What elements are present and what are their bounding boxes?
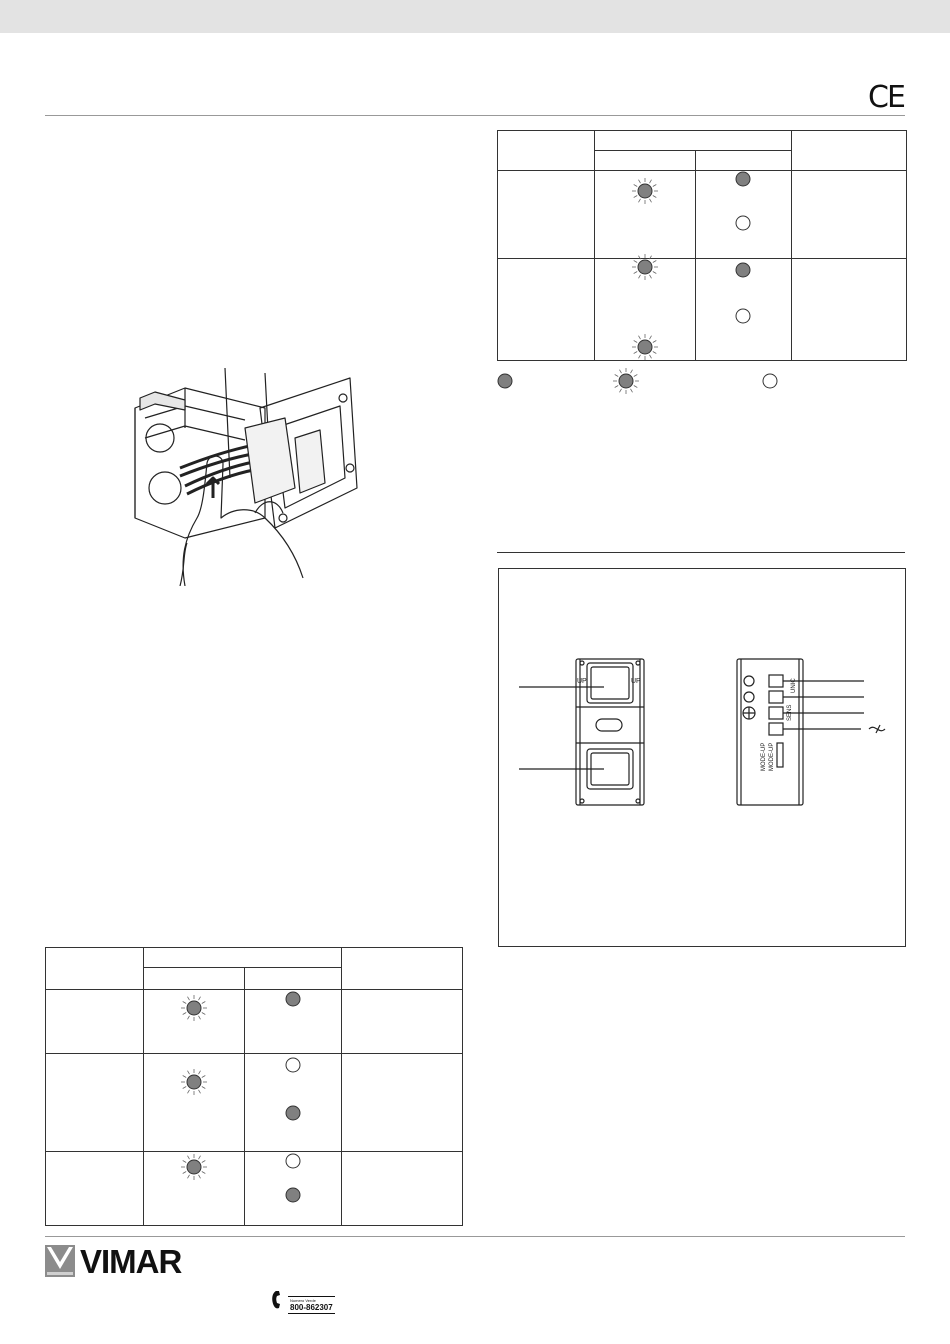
led-indicator	[730, 303, 756, 329]
header-cell	[498, 131, 595, 171]
subheader-cell	[144, 968, 245, 990]
led-indicator	[730, 210, 756, 236]
led-indicator	[181, 995, 207, 1021]
led-indicator	[632, 334, 658, 360]
legend-led-off	[757, 368, 783, 394]
phone-label: Numero Verde	[290, 1298, 316, 1303]
legend-led-on	[492, 368, 518, 394]
led-indicator	[730, 257, 756, 283]
back-label-mode-up-2: MODE-UP	[769, 742, 775, 771]
led-indicator	[280, 1052, 306, 1078]
table-cell	[342, 990, 463, 1054]
vimar-logo-icon	[45, 1245, 75, 1277]
led-cell	[594, 259, 695, 361]
led-indicator	[632, 254, 658, 280]
top-bar	[0, 0, 950, 33]
header-cell	[792, 131, 907, 171]
back-label-mode-up-1: MODE-UP	[761, 742, 767, 771]
phone-number	[288, 1296, 335, 1314]
legend-led-blink	[613, 368, 639, 394]
led-cell	[245, 990, 342, 1054]
brand-name: VIMAR	[80, 1243, 182, 1280]
led-cell	[695, 259, 792, 361]
led-indicator	[730, 166, 756, 192]
led-cell	[594, 171, 695, 259]
led-cell	[144, 1152, 245, 1226]
wiring-diagram-box	[498, 568, 906, 947]
led-indicator	[280, 1148, 306, 1174]
led-indicator	[181, 1069, 207, 1095]
back-label-unic: UNIC	[791, 678, 797, 693]
header-cell	[594, 131, 792, 151]
table-cell	[792, 259, 907, 361]
table-cell	[46, 990, 144, 1054]
phone-icon	[270, 1290, 286, 1310]
led-indicator	[181, 1154, 207, 1180]
header-cell	[342, 948, 463, 990]
table-cell	[342, 1054, 463, 1152]
ce-mark: CE	[868, 80, 904, 115]
led-indicator	[280, 1182, 306, 1208]
header-rule	[45, 115, 905, 116]
table-cell	[46, 1152, 144, 1226]
led-cell	[245, 1054, 342, 1152]
module-front-view	[519, 653, 649, 809]
led-cell	[144, 1054, 245, 1152]
header-cell	[144, 948, 342, 968]
back-label-sens: SENS	[787, 704, 793, 721]
front-label-up-right: UP	[631, 678, 641, 685]
led-cell	[245, 1152, 342, 1226]
footer-rule	[45, 1236, 905, 1237]
table-cell	[46, 1054, 144, 1152]
table-cell	[792, 171, 907, 259]
table-cell	[498, 259, 595, 361]
led-cell	[144, 990, 245, 1054]
table-cell	[498, 171, 595, 259]
module-back-view	[729, 653, 894, 809]
front-label-up-left: UP	[577, 678, 587, 685]
phone-value: 800-862307	[290, 1303, 333, 1312]
led-indicator	[280, 1100, 306, 1126]
led-cell	[695, 171, 792, 259]
led-indicator	[632, 178, 658, 204]
led-table-top	[497, 130, 907, 361]
installation-illustration	[125, 368, 365, 586]
subheader-cell	[594, 151, 695, 171]
led-indicator	[280, 986, 306, 1012]
header-cell	[46, 948, 144, 990]
led-table-bottom	[45, 947, 463, 1226]
table-cell	[342, 1152, 463, 1226]
section-rule	[497, 552, 905, 553]
